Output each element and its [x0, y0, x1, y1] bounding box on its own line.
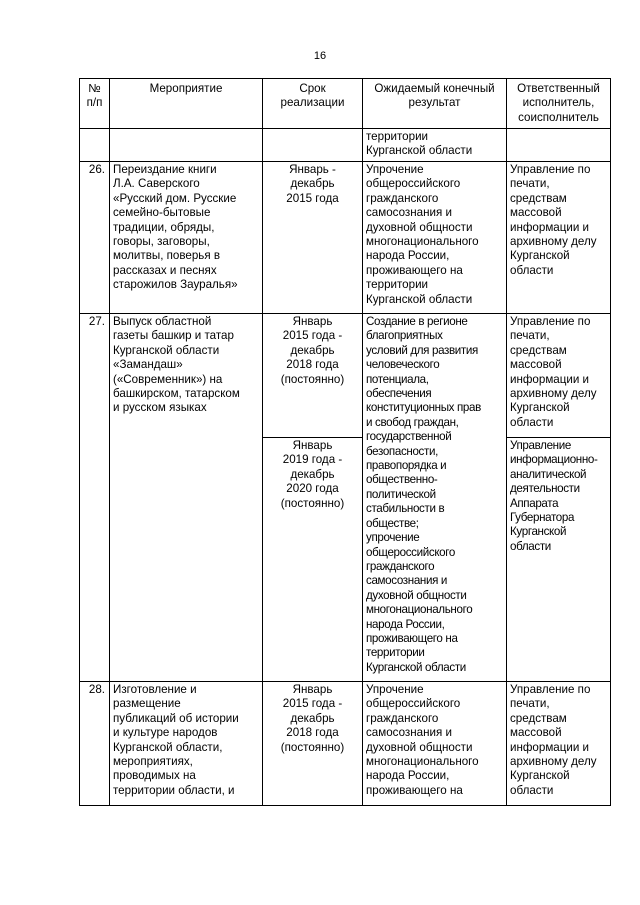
result-cell: Упрочение общероссийского гражданского самосознания и духовной общности многонационального народа России, проживающего на территории Курганской области — [363, 162, 507, 314]
term-cell: Январь - декабрь 2015 года — [263, 162, 363, 314]
continuation-result: территории Курганской области — [363, 129, 507, 162]
table-row — [80, 314, 611, 438]
header-result: Ожидаемый конечный результат — [363, 79, 507, 129]
header-event: Мероприятие — [110, 79, 263, 129]
table-row — [80, 129, 611, 162]
row-number: 27. — [80, 314, 110, 682]
term-cell: Январь 2019 года - декабрь 2020 года (постоянно) — [263, 438, 363, 682]
table-row — [80, 162, 611, 314]
term-cell: Январь 2015 года - декабрь 2018 года (постоянно) — [263, 314, 363, 438]
result-cell: Создание в регионе благоприятных условий для развития человеческого потенциала, обеспечения конституционных прав и свобод граждан, государственной безопасности, правопорядка и общественно- политической стабильности в обществе; упрочение общероссийского гражданского самосознания и духовной общности многонационального народа России, проживающего на территории Курганской области — [363, 314, 507, 682]
responsible-cell: Управление по печати, средствам массовой информации и архивному делу Курганской области — [507, 162, 611, 314]
header-num: № п/п — [80, 79, 110, 129]
header-responsible: Ответственный исполнитель, соисполнитель — [507, 79, 611, 129]
term-cell: Январь 2015 года - декабрь 2018 года (постоянно) — [263, 682, 363, 806]
header-term: Срок реализации — [263, 79, 363, 129]
responsible-cell: Управление по печати, средствам массовой информации и архивному делу Курганской области — [507, 314, 611, 438]
row-number: 28. — [80, 682, 110, 806]
result-cell: Упрочение общероссийского гражданского самосознания и духовной общности многонационального народа России, проживающего на — [363, 682, 507, 806]
page-number: 16 — [313, 50, 327, 62]
events-table — [79, 78, 611, 806]
table-header-row — [80, 79, 611, 129]
responsible-cell: Управление информационно- аналитической деятельности Аппарата Губернатора Курганской области — [507, 438, 611, 682]
responsible-cell: Управление по печати, средствам массовой информации и архивному делу Курганской области — [507, 682, 611, 806]
event-cell: Изготовление и размещение публикаций об истории и культуре народов Курганской области, мероприятиях, проводимых на территории области, и — [110, 682, 263, 806]
table-row — [80, 682, 611, 806]
event-cell: Выпуск областной газеты башкир и татар Курганской области «Замандаш» («Современник») на башкирском, татарском и русском языках — [110, 314, 263, 682]
row-number: 26. — [80, 162, 110, 314]
event-cell: Переиздание книги Л.А. Саверского «Русский дом. Русские семейно-бытовые традиции, обряды, говоры, заговоры, молитвы, поверья в рассказах и песнях старожилов Зауралья» — [110, 162, 263, 314]
